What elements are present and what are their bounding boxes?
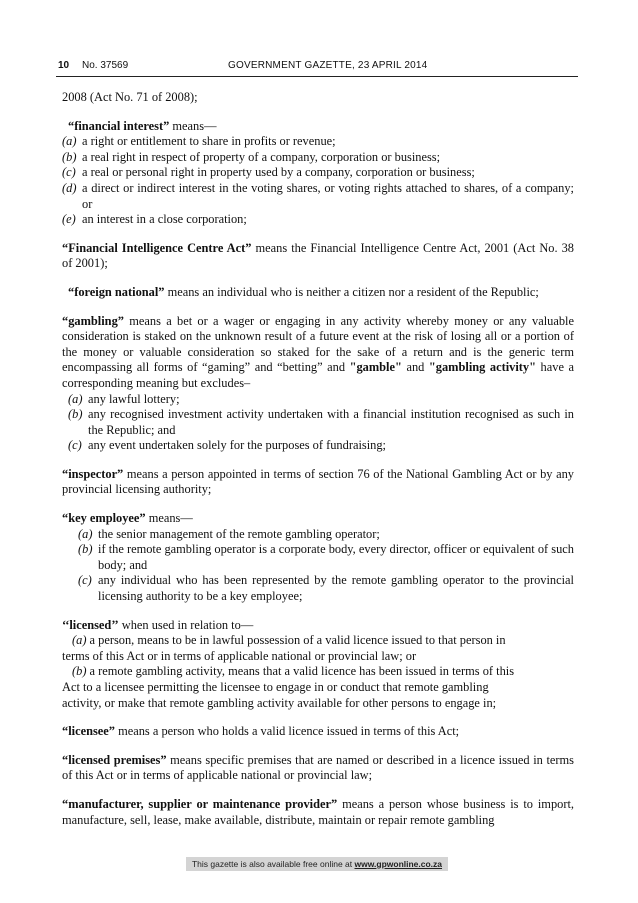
intro-line: 2008 (Act No. 71 of 2008);: [62, 90, 198, 104]
list-item: [62, 165, 574, 181]
item-label: (b): [62, 149, 77, 164]
item-text: if the remote gambling operator is a corporate body, every director, officer or equivalent of such body; and: [98, 542, 574, 572]
definition-foreign-national: [62, 285, 574, 301]
item-text: a real right in respect of property of a company, corporation or business;: [82, 149, 441, 164]
term: “licensee”: [62, 724, 115, 739]
item-text-continued: terms of this Act or in terms of applicable national or provincial law; or: [62, 648, 417, 663]
conjunction: and: [401, 360, 429, 375]
list-item: [62, 407, 574, 438]
definition-fica: [62, 241, 574, 272]
item-text: any individual who has been represented by the remote gambling operator to the provincial licensing authority to be a key employee;: [98, 573, 574, 604]
definition-text: means an individual who is neither a citizen nor a resident of the Republic;: [164, 284, 539, 299]
item-text: any recognised investment activity undertaken with a financial institution recognised as such in the Republic; and: [88, 407, 574, 437]
item-text-continued: Act to a licensee permitting the licensee to engage in or conduct that remote gambling: [62, 680, 489, 694]
item-label: (a): [78, 526, 93, 541]
item-text: a remote gambling activity, means that a valid licence has been issued in terms of this: [86, 664, 515, 679]
gazette-title: GOVERNMENT GAZETTE, 23 APRIL 2014: [228, 60, 428, 71]
list-item: [62, 150, 574, 166]
item-label: (b): [68, 407, 83, 422]
definition-text: means the Financial Intelligence Centre Act, 2001 (Act No. 38 of 2001);: [62, 240, 574, 271]
item-label: (c): [62, 165, 76, 180]
definition-lead: means—: [169, 118, 217, 133]
document-body: [62, 90, 574, 828]
item-text-continued: activity, or make that remote gambling activity available for other persons to engage in;: [62, 695, 497, 710]
definition-licensed-premises: [62, 753, 574, 784]
page-number: 10: [58, 60, 70, 71]
definition-text-2: have a corresponding meaning but excludes–: [62, 360, 574, 390]
list-item: [62, 438, 574, 454]
item-label: (b): [72, 664, 87, 679]
item-label: (a): [62, 134, 77, 149]
page-footer: [186, 857, 448, 871]
definition-lead: when used in relation to—: [118, 617, 254, 632]
list-item: [62, 392, 574, 408]
term: “financial interest”: [68, 118, 170, 133]
term: “foreign national”: [68, 284, 165, 299]
definition-manufacturer: [62, 797, 574, 828]
list-item: [62, 527, 574, 543]
list-item: [62, 573, 574, 604]
term-gamble: "gamble": [349, 360, 402, 375]
footer-link[interactable]: www.gpwonline.co.za: [354, 859, 443, 869]
item-label: (a): [68, 391, 83, 406]
page-header: [56, 58, 578, 77]
definition-key-employee: [62, 511, 574, 605]
item-text: any event undertaken solely for the purposes of fundraising;: [88, 438, 386, 453]
item-label: (c): [68, 438, 82, 453]
definition-text: means a person appointed in terms of section 76 of the National Gambling Act or by any provincial licensing authority;: [62, 466, 574, 497]
item-text: a person, means to be in lawful possession of a valid licence issued to that person in: [86, 633, 506, 648]
definition-financial-interest: [62, 119, 574, 228]
item-label: (a): [72, 633, 87, 648]
item-text: a right or entitlement to share in profits or revenue;: [82, 134, 336, 149]
item-text: a real or personal right in property used by a company, corporation or business;: [82, 165, 475, 180]
definition-licensed: [62, 618, 574, 712]
definition-gambling: [62, 314, 574, 454]
list-item: [62, 181, 574, 212]
footer-text: This gazette is also available free online at: [191, 859, 355, 869]
term-gambling-activity: "gambling activity": [428, 360, 536, 375]
term: ‘‘licensed’’: [62, 617, 119, 632]
definition-text: means a bet or a wager or engaging in any activity whereby money or any valuable consideration is staked on the unknown result of a future event at the risk of losing all or a portion of the money or valuable consideration so staked for the sake of a return and is the generic term encompassing all forms of “gaming” and “betting” and: [62, 313, 574, 375]
definition-inspector: [62, 467, 574, 498]
term: “gambling”: [62, 313, 124, 328]
term: “Financial Intelligence Centre Act”: [62, 240, 252, 255]
term: “manufacturer, supplier or maintenance provider”: [62, 796, 338, 811]
item-text: any lawful lottery;: [88, 391, 180, 406]
list-item: [62, 542, 574, 573]
item-label: (c): [78, 573, 92, 588]
item-label: (e): [62, 212, 76, 227]
definition-lead: means—: [145, 511, 193, 526]
definition-text: means specific premises that are named or described in a licence issued in terms of this Act or in terms of applicable national or provincial law;: [62, 752, 574, 783]
term: “inspector”: [62, 466, 124, 481]
definition-text: means a person who holds a valid licence issued in terms of this Act;: [115, 724, 460, 739]
item-label: (d): [62, 180, 77, 195]
list-item: [62, 212, 574, 228]
definition-licensee: [62, 724, 574, 740]
item-text: an interest in a close corporation;: [82, 212, 247, 227]
term: “licensed premises”: [62, 752, 167, 767]
list-item: [62, 134, 574, 150]
item-text: the senior management of the remote gambling operator;: [98, 526, 380, 541]
item-label: (b): [78, 542, 93, 557]
definition-text: means a person whose business is to import, manufacture, sell, lease, make available, distribute, maintain or repair remote gambling: [62, 796, 575, 827]
issue-number: No. 37569: [82, 60, 129, 71]
item-text: a direct or indirect interest in the voting shares, or voting rights attached to shares, of a company; or: [82, 180, 574, 211]
term: “key employee”: [62, 511, 146, 526]
